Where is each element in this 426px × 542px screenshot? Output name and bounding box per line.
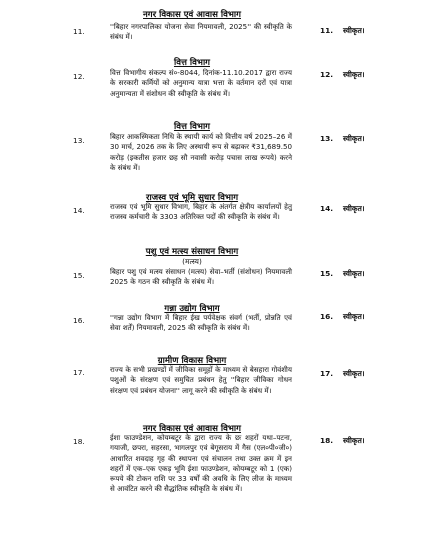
- decision-number: 14.: [320, 204, 334, 213]
- department-heading: नगर विकास एवं आवास विभाग: [143, 10, 241, 20]
- item-number: 13.: [73, 136, 85, 145]
- department-heading: राजस्व एवं भूमि सुधार विभाग: [145, 193, 239, 203]
- decision-number: 12.: [320, 70, 334, 79]
- department-heading: गन्ना उद्योग विभाग: [164, 304, 220, 314]
- item-number: 11.: [73, 27, 85, 36]
- decision-number: 13.: [320, 134, 334, 143]
- item-description: ईशा फाउण्डेशन, कोयम्बटूर के द्वारा राज्य के छः शहरों यथा–पटना, गयाजी, छपरा, सहरसा, भागलपुर एवं बेगूसराय में गैस (एल०पी०जी०) आधारित शवदाह गृह की स्थापना एवं संचालन तथा उक्त क्रम में इन शहरों में एक–एक एकड़ भूमि ईशा फाउण्डेशन, कोयम्बटूर को 1 (एक) रूपये की टोकन राशि पर 33 वर्षों की अवधि के लिए लीज के माध्यम से आवंटित करने की सैद्धांतिक स्वीकृति के संबंध में।: [110, 433, 292, 494]
- decision-status: स्वीकृत।: [343, 436, 365, 445]
- decision-number: 18.: [320, 436, 334, 445]
- item-description: बिहार आकस्मिकता निधि के स्थायी कार्य को वित्तीय वर्ष 2025–26 में 30 मार्च, 2026 तक के लिए अस्थायी रूप से बढ़ाकर ₹31,689.50 करोड़ (इकतीस हजार छह सौ नवासी करोड़ पचास लाख रूपये) करने के संबंध में।: [110, 132, 292, 172]
- item-number: 15.: [73, 271, 85, 280]
- item-number: 16.: [73, 316, 85, 325]
- decision-status: स्वीकृत।: [343, 369, 365, 378]
- decision-number: 17.: [320, 369, 334, 378]
- item-description: ''बिहार नगरपालिका योजना सेवा नियमावली, 2025'' की स्वीकृति के संबंध में।: [110, 22, 292, 42]
- item-description: ''गन्ना उद्योग विभाग में बिहार ईख पर्यवेक्षक संवर्ग (भर्ती, प्रोन्नति एवं सेवा शर्तें) नियमावली, 2025 की स्वीकृति के संबंध में।: [110, 313, 292, 333]
- decision-status: स्वीकृत।: [343, 269, 365, 278]
- item-number: 17.: [73, 368, 85, 377]
- decision-status: स्वीकृत।: [343, 70, 365, 79]
- department-heading: नगर विकास एवं आवास विभाग: [143, 424, 241, 434]
- department-subheading: (मत्स्य): [182, 257, 202, 266]
- decision-number: 11.: [320, 26, 334, 35]
- decision-number: 15.: [320, 269, 334, 278]
- item-description: बिहार पशु एवं मत्स्य संसाधन (मत्स्य) सेवा–भर्ती (संशोधन) नियमावली 2025 के गठन की स्वीकृति के संबंध में।: [110, 267, 292, 287]
- decision-status: स्वीकृत।: [343, 312, 365, 321]
- department-heading: वित्त विभाग: [173, 58, 211, 68]
- decision-status: स्वीकृत।: [343, 26, 365, 35]
- item-number: 14.: [73, 206, 85, 215]
- item-number: 12.: [73, 72, 85, 81]
- item-number: 18.: [73, 437, 85, 446]
- item-description: राजस्व एवं भूमि सुधार विभाग, बिहार के अंतर्गत क्षेत्रीय कार्यालयों हेतु राजस्व कर्मचारी के 3303 अतिरिक्त पदों की स्वीकृति के संबंध में।: [110, 202, 292, 222]
- decision-number: 16.: [320, 312, 334, 321]
- item-description: वित्त विभागीय संकल्प सं०-8044, दिनांक-11.10.2017 द्वारा राज्य के सरकारी कर्मियों को अनुमान्य यात्रा भत्ता के वर्तमान दरों एवं यात्रा अनुमान्यता में संशोधन की स्वीकृति के संबंध में।: [110, 68, 292, 98]
- department-heading: पशु एवं मत्स्य संसाधन विभाग: [145, 247, 239, 257]
- department-heading: ग्रामीण विकास विभाग: [157, 356, 227, 366]
- decision-status: स्वीकृत।: [343, 134, 365, 143]
- decision-status: स्वीकृत।: [343, 204, 365, 213]
- item-description: राज्य के सभी प्रखण्डों में जीविका समूहों के माध्यम से बेसहारा गोवंशीय पशुओं के संरक्षण एवं समुचित प्रबंधन हेतु ''बिहार जीविका गोधन संरक्षण एवं प्रबंधन योजना'' लागू करने की स्वीकृति के संबंध में।: [110, 365, 292, 395]
- department-heading: वित्त विभाग: [173, 122, 211, 132]
